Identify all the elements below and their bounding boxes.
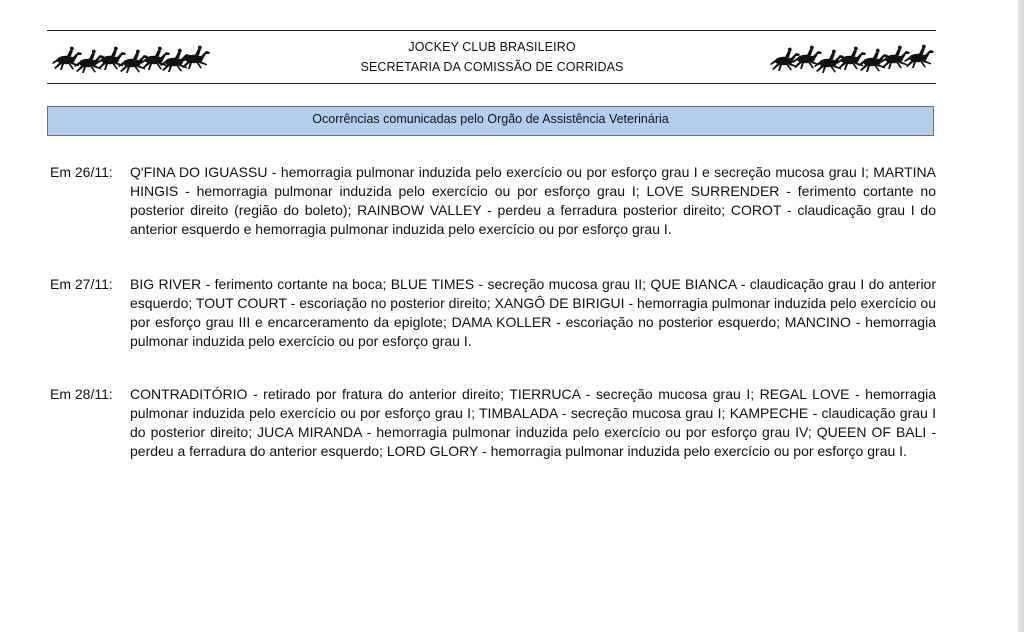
racehorses-right-icon — [770, 40, 936, 74]
section-header-bar — [47, 106, 934, 136]
racehorses-left-icon — [50, 40, 212, 74]
header-department: SECRETARIA DA COMISSÃO DE CORRIDAS — [360, 60, 624, 74]
section-title: Ocorrências comunicadas pelo Orgão de Assistência Veterinária — [312, 112, 669, 126]
occurrence-entry — [50, 163, 936, 239]
occurrence-entry — [50, 275, 936, 351]
entry-text: CONTRADITÓRIO - retirado por fratura do anterior direito; TIERRUCA - secreção mucosa grau I; REGAL LOVE - hemorragia pulmonar induzida pelo exercício ou por esforço grau I; TIMBALADA - secreção mucosa grau I; KAMPECHE - claudicação grau I do posterior direito; JUCA MIRANDA - hemorragia pulmonar induzida pelo exercício ou por esforço grau IV; QUEEN OF BALI - perdeu a ferradura do anterior esquerdo; LORD GLORY - hemorragia pulmonar induzida pelo exercício ou por esforço grau I. — [130, 386, 936, 459]
header-top-rule — [47, 30, 936, 31]
header-bottom-rule — [47, 83, 936, 84]
header-title — [300, 37, 684, 77]
entry-date: Em 26/11: — [50, 164, 113, 180]
entry-date: Em 28/11: — [50, 386, 113, 402]
entry-date: Em 27/11: — [50, 276, 113, 292]
occurrence-entry — [50, 385, 936, 461]
entry-text: BIG RIVER - ferimento cortante na boca; BLUE TIMES - secreção mucosa grau II; QUE BIANCA - claudicação grau I do anterior esquerdo; TOUT COURT - escoriação no posterior direito; XANGÔ DE BIRIGUI - hemorragia pulmonar induzida pelo exercício ou por esforço grau III e encarceramento da epiglote; DAMA KOLLER - escoriação no posterior esquerdo; MANCINO - hemorragia pulmonar induzida pelo exercício ou por esforço grau I. — [130, 276, 936, 349]
viewer-scroll-edge — [1018, 0, 1024, 632]
header-organization: JOCKEY CLUB BRASILEIRO — [408, 40, 576, 54]
entry-text: Q'FINA DO IGUASSU - hemorragia pulmonar induzida pelo exercício ou por esforço grau I e secreção mucosa grau I; MARTINA HINGIS - hemorragia pulmonar induzida pelo exercício ou por esforço grau I; LOVE SURRENDER - ferimento cortante no posterior direito (região do boleto); RAINBOW VALLEY - perdeu a ferradura posterior direito; COROT - claudicação grau I do anterior esquerdo e hemorragia pulmonar induzida pelo exercício ou por esforço grau I. — [130, 164, 936, 237]
